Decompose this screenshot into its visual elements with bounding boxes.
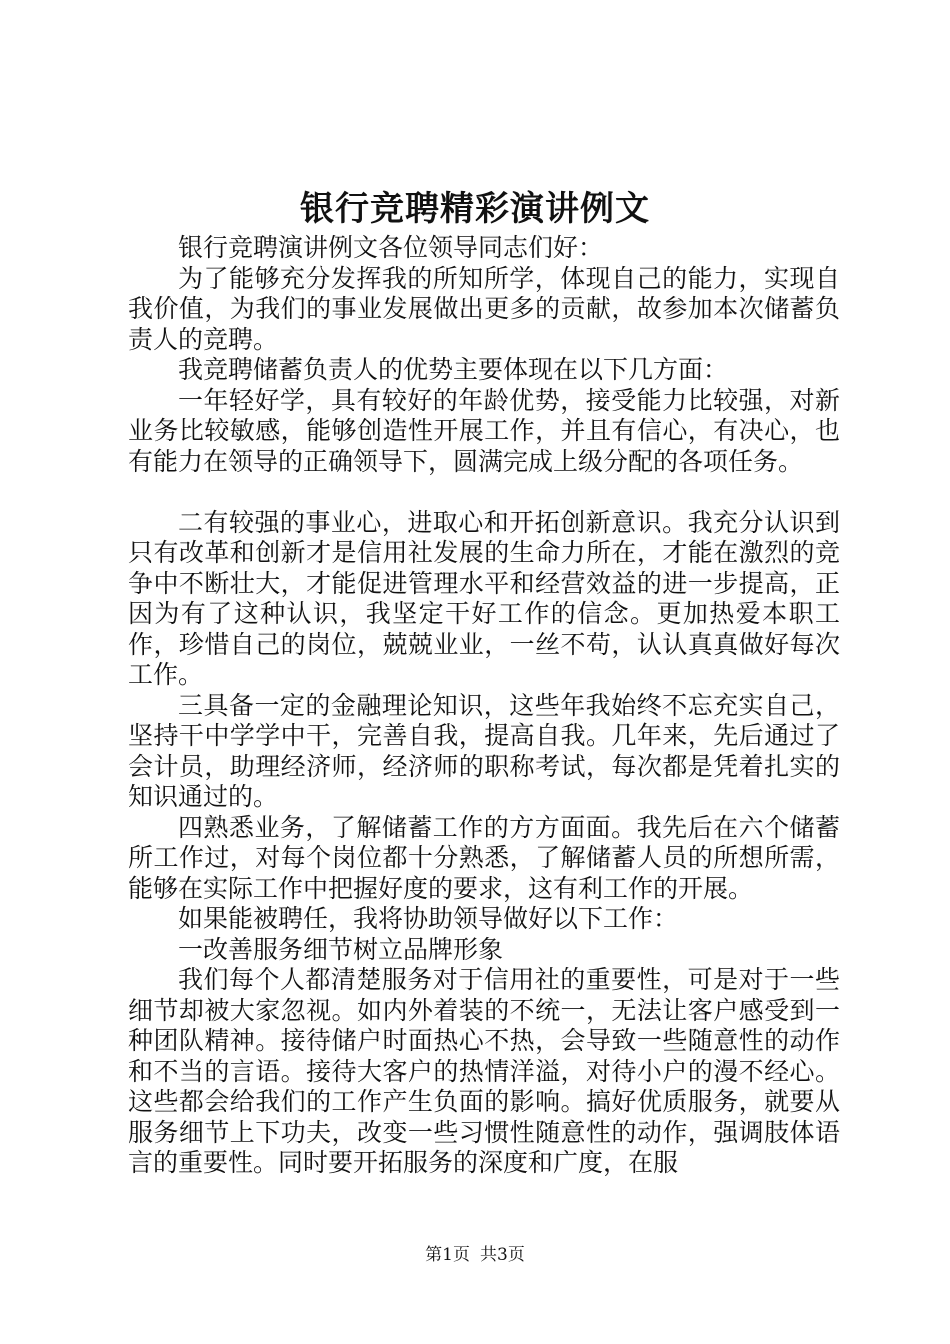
advantages-heading-paragraph: 我竞聘储蓄负责人的优势主要体现在以下几方面： (178, 355, 729, 384)
page-number: 第1页 (425, 1245, 470, 1265)
advantage-one-paragraph: 一年轻好学，具有较好的年龄优势，接受能力比较强，对新业务比较敏感，能够创造性开展工作，并且有信心，有决心，也有能力在领导的正确领导下，圆满完成上级分配的各项任务。 (128, 385, 840, 476)
plans-heading-paragraph: 如果能被聘任，我将协助领导做好以下工作： (178, 904, 679, 933)
plan-one-heading: 一改善服务细节树立品牌形象 (178, 934, 504, 964)
total-pages: 共3页 (480, 1245, 525, 1265)
intro-paragraph: 为了能够充分发挥我的所知所学，体现自己的能力，实现自我价值，为我们的事业发展做出更多的贡献，故参加本次储蓄负责人的竞聘。 (128, 263, 840, 354)
advantage-four-paragraph: 四熟悉业务，了解储蓄工作的方方面面。我先后在六个储蓄所工作过，对每个岗位都十分熟悉，了解储蓄人员的所想所需，能够在实际工作中把握好度的要求，这有利工作的开展。 (128, 812, 840, 903)
advantage-three-paragraph: 三具备一定的金融理论知识，这些年我始终不忘充实自己，坚持干中学学中干，完善自我，提高自我。几年来，先后通过了会计员，助理经济师，经济师的职称考试，每次都是凭着扎实的知识通过的。 (128, 690, 840, 811)
blank-line (128, 477, 840, 508)
advantage-two-paragraph: 二有较强的事业心，进取心和开拓创新意识。我充分认识到只有改革和创新才是信用社发展的生命力所在，才能在激烈的竞争中不断壮大，才能促进管理水平和经营效益的进一步提高，正因为有了这种认识，我坚定干好工作的信念。更加热爱本职工作，珍惜自己的岗位，兢兢业业，一丝不苟，认认真真做好每次工作。 (128, 507, 840, 689)
plan-one-paragraph: 我们每个人都清楚服务对于信用社的重要性，可是对于一些细节却被大家忽视。如内外着装的不统一，无法让客户感受到一种团队精神。接待储户时面热心不热，会导致一些随意性的动作和不当的言语。接待大客户的热情洋溢，对待小户的漫不经心。这些都会给我们的工作产生负面的影响。搞好优质服务，就要从服务细节上下功夫，改变一些习惯性随意性的动作，强调肢体语言的重要性。同时要开拓服务的深度和广度，在服 (128, 965, 840, 1177)
greeting-paragraph: 银行竞聘演讲例文各位领导同志们好： (178, 233, 604, 262)
document-title: 银行竞聘精彩演讲例文 (300, 189, 650, 229)
page-footer (0, 1243, 950, 1267)
document-body (128, 233, 840, 1179)
